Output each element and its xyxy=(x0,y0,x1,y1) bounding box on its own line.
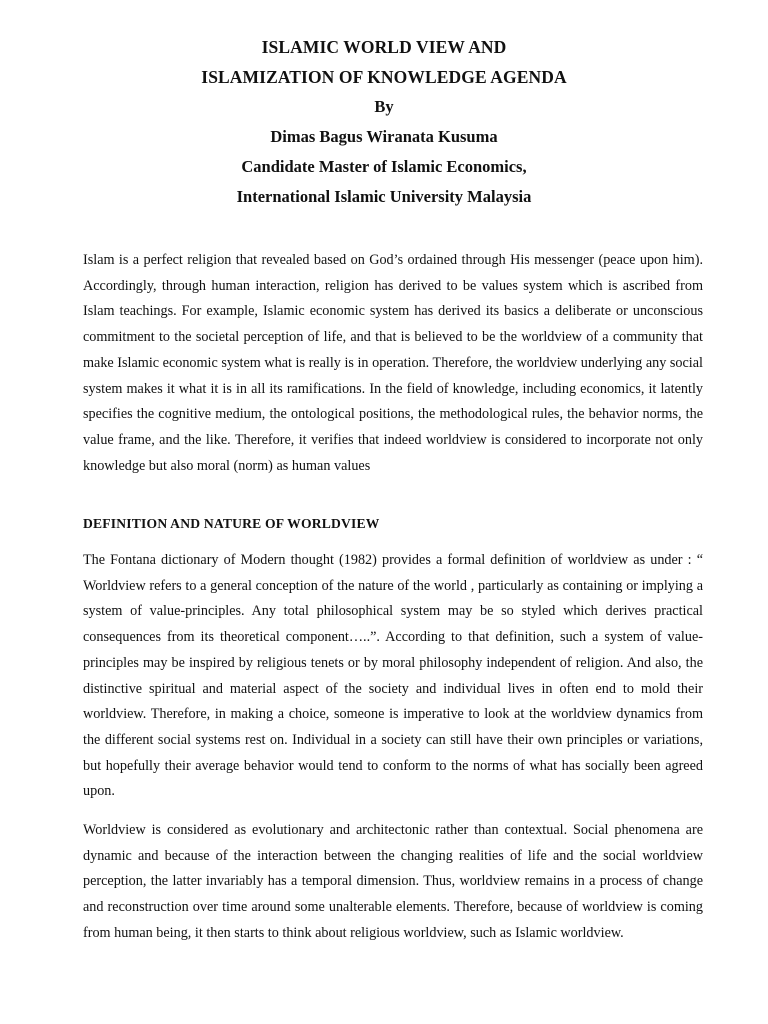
evolutionary-paragraph-text: Worldview is considered as evolutionary and architectonic rather than contextual. Social phenomena are dynamic and because of the interaction between the changing realities of life and the social worldview perception, the latter invariably has a temporal dimension. Thus, worldview remains in a process of change and reconstruction over time around some unalterable elements. Therefore, because of worldview is coming from human being, it then starts to think about religious worldview, such as Islamic worldview. xyxy=(83,822,703,941)
section-heading-definition: DEFINITION AND NATURE OF WORLDVIEW xyxy=(83,516,380,531)
title-block xyxy=(0,32,768,212)
author-name: Dimas Bagus Wiranata Kusuma xyxy=(270,127,498,146)
author-position: Candidate Master of Islamic Economics, xyxy=(241,157,527,176)
definition-paragraph xyxy=(83,548,703,805)
evolutionary-paragraph xyxy=(83,818,703,947)
title-line-1: ISLAMIC WORLD VIEW AND xyxy=(261,37,507,57)
by-line: By xyxy=(374,97,394,116)
definition-paragraph-text: The Fontana dictionary of Modern thought (1982) provides a formal definition of worldview as under : “ Worldview refers to a general conception of the nature of the world , particularly as containing or implying a system of value-principles. Any total philosophical system may be so styled which derives practical consequences from its theoretical component…..”. According to that definition, such a system of value-principles may be inspired by religious tenets or by moral philosophy independent of religion. And also, the distinctive spiritual and material aspect of the society and individual lives in often end to mold their worldview. Therefore, in making a choice, someone is imperative to look at the worldview dynamics from the different social systems rest on. Individual in a society can still have their own principles or variations, but hopefully their average behavior would tend to conform to the norms of what has socially been agreed upon. xyxy=(83,552,703,800)
intro-paragraph xyxy=(83,248,703,479)
author-institution: International Islamic University Malaysia xyxy=(236,187,532,206)
title-line-2: ISLAMIZATION OF KNOWLEDGE AGENDA xyxy=(201,67,567,87)
intro-paragraph-text: Islam is a perfect religion that revealed based on God’s ordained through His messenger (peace upon him). Accordingly, through human interaction, religion has derived to be values system which is ascribed from Islam teachings. For example, Islamic economic system has derived its basics a deliberate or unconscious commitment to the societal perception of life, and that is believed to be the worldview of a community that make Islamic economic system what is really is in operation. Therefore, the worldview underlying any social system makes it what it is in all its ramifications. In the field of knowledge, including economics, it latently specifies the cognitive medium, the ontological positions, the methodological rules, the behavior norms, the value frame, and the like. Therefore, it verifies that indeed worldview is considered to incorporate not only knowledge but also moral (norm) as human values xyxy=(83,252,703,474)
